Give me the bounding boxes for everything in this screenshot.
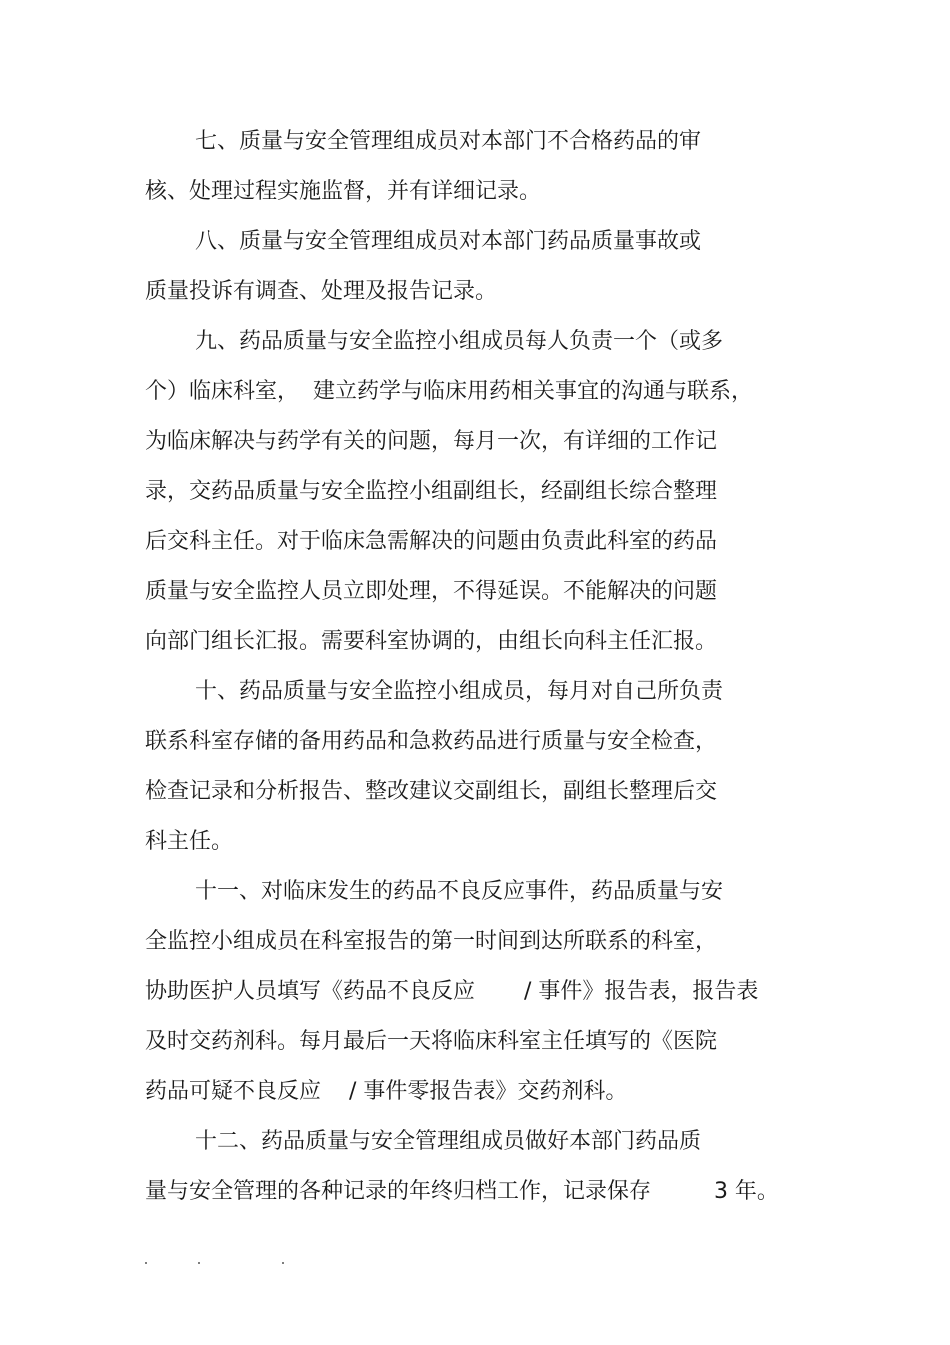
footer-dot (282, 1262, 284, 1264)
paragraph-8-line-1: 八、质量与安全管理组成员对本部门药品质量事故或 (195, 229, 702, 254)
paragraph-11-line-2: 全监控小组成员在科室报告的第一时间到达所联系的科室， (145, 929, 718, 954)
paragraph-12-line-2: 量与安全管理的各种记录的年终归档工作，记录保存 3 年。 (145, 1179, 779, 1204)
paragraph-7-line-2: 核、处理过程实施监督，并有详细记录。 (145, 179, 542, 204)
paragraph-9-line-2: 个）临床科室， 建立药学与临床用药相关事宜的沟通与联系， (145, 379, 753, 404)
paragraph-11-line-1: 十一、对临床发生的药品不良反应事件，药品质量与安 (195, 879, 724, 904)
footer-dot (145, 1262, 147, 1264)
paragraph-12-line-1: 十二、药品质量与安全管理组成员做好本部门药品质 (195, 1129, 702, 1154)
paragraph-11-line-5: 药品可疑不良反应 / 事件零报告表》交药剂科。 (145, 1079, 628, 1104)
paragraph-11-line-4: 及时交药剂科。每月最后一天将临床科室主任填写的《医院 (145, 1029, 718, 1054)
paragraph-7-line-1: 七、质量与安全管理组成员对本部门不合格药品的审 (195, 129, 702, 154)
paragraph-9-line-4: 录，交药品质量与安全监控小组副组长，经副组长综合整理 (145, 479, 718, 504)
paragraph-10-line-1: 十、药品质量与安全监控小组成员，每月对自己所负责 (195, 679, 724, 704)
paragraph-9-line-5: 后交科主任。对于临床急需解决的问题由负责此科室的药品 (145, 529, 718, 554)
paragraph-11-line-3: 协助医护人员填写《药品不良反应 / 事件》报告表，报告表 (145, 979, 759, 1004)
paragraph-8-line-2: 质量投诉有调查、处理及报告记录。 (145, 279, 498, 304)
paragraph-10-line-3: 检查记录和分析报告、整改建议交副组长，副组长整理后交 (145, 779, 718, 804)
paragraph-10-line-2: 联系科室存储的备用药品和急救药品进行质量与安全检查， (145, 729, 718, 754)
paragraph-10-line-4: 科主任。 (145, 829, 234, 854)
footer-dot (198, 1262, 200, 1264)
paragraph-9-line-6: 质量与安全监控人员立即处理，不得延误。不能解决的问题 (145, 579, 718, 604)
footer-marks (140, 1250, 300, 1270)
paragraph-9-line-3: 为临床解决与药学有关的问题，每月一次，有详细的工作记 (145, 429, 718, 454)
paragraph-9-line-1: 九、药品质量与安全监控小组成员每人负责一个（或多 (195, 329, 724, 354)
paragraph-9-line-7: 向部门组长汇报。需要科室协调的，由组长向科主任汇报。 (145, 629, 718, 654)
